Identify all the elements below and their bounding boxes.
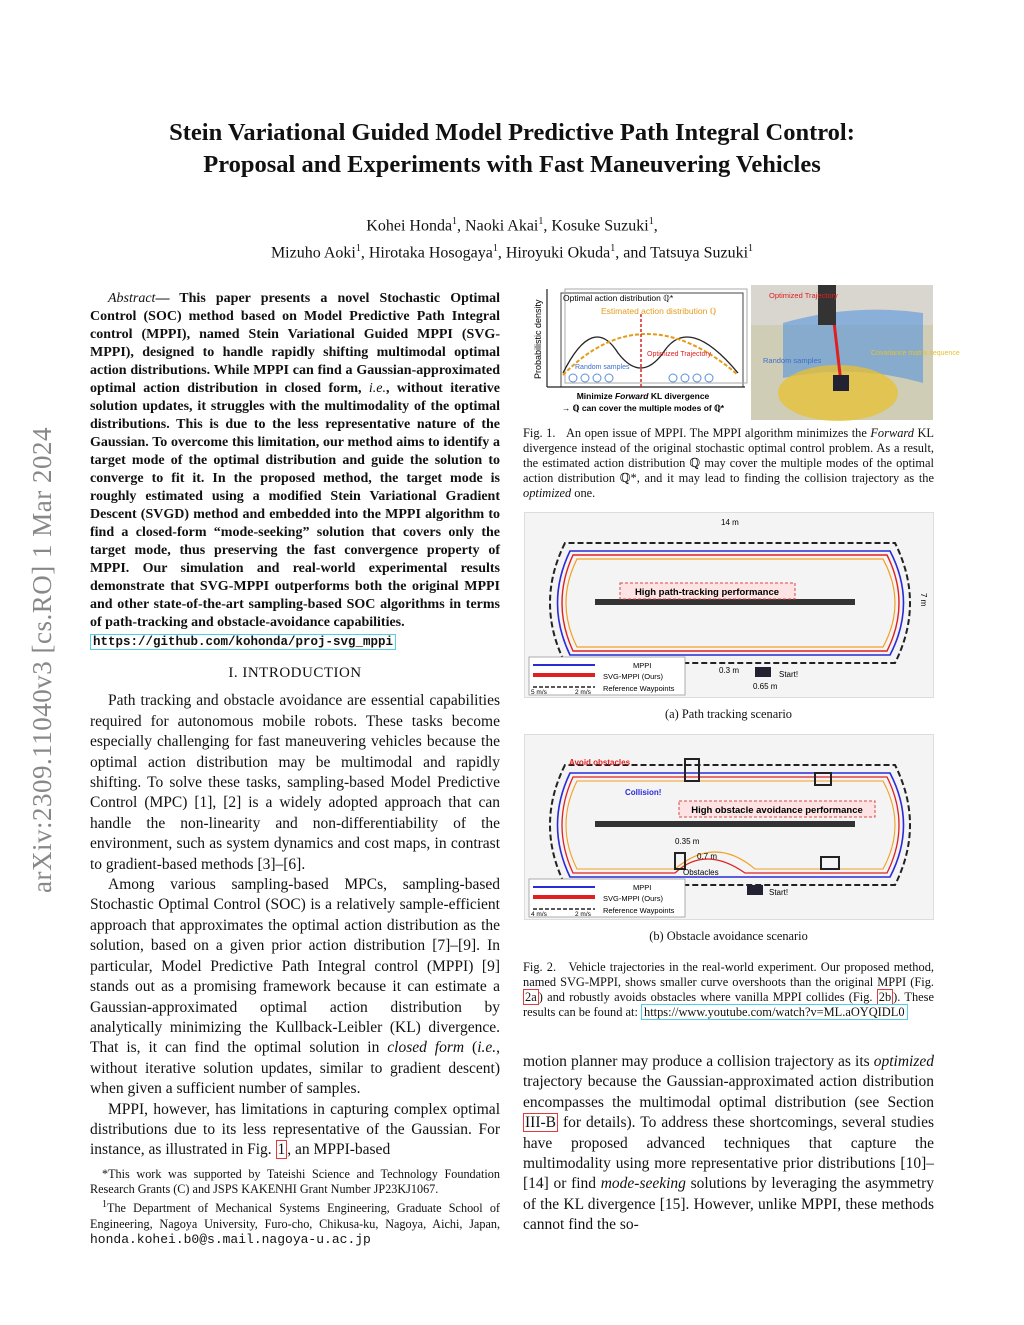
- fig2a-dim-14: 14 m: [721, 518, 739, 527]
- fig1-minimize-text: Minimize Forward KL divergence: [576, 391, 710, 401]
- left-column: [90, 290, 500, 1247]
- fig2a-scale-lo: 2 m/s: [575, 689, 591, 696]
- fig1-estimated-label: Estimated action distribution ℚ: [601, 306, 717, 316]
- author: Kosuke Suzuki: [551, 217, 649, 235]
- author-list: Kohei Honda$^1$, Naoki Akai$^1$, Kosuke Suzuki$^1$, Mizuho Aoki$^1$, Hirotaka Hosogaya$^1$, Hiroyuki Okuda$^1$, and Tatsuya Suzuki$^1$: [270, 216, 754, 262]
- fig2a-scale-hi: 5 m/s: [531, 689, 547, 696]
- fig2b-obstacles-label: Obstacles: [683, 868, 719, 877]
- fig2a-legend-ref: Reference Waypoints: [603, 684, 675, 693]
- github-link[interactable]: https://github.com/kohonda/proj-svg_mppi: [90, 634, 396, 650]
- fig2b-avoid: Avoid obstacles: [569, 758, 631, 767]
- fig2b-legend-ref: Reference Waypoints: [603, 906, 675, 915]
- right-column: [523, 1052, 934, 1236]
- figure-2b: [524, 734, 934, 920]
- intro-paragraph-3: MPPI, however, has limitations in capturing complex optimal distributions due to its less representative of the Gaussian. For instance, as illustrated in Fig. 1 , an MPPI-based: [90, 1100, 500, 1159]
- author: Naoki Akai: [465, 217, 539, 235]
- fig1-vehicle: [833, 375, 849, 391]
- fig2b-legend-svg: SVG-MPPI (Ours): [603, 894, 664, 903]
- intro-paragraph-1: Path tracking and obstacle avoidance are essential capabilities required for autonomous mobile robots. These tasks become especially challenging for fast maneuvering vehicles because the optimal action distribution may be multimodal and rapidly shifting. To solve these tasks, sampling-based Model Predictive Control (MPC) [1], [2] is a widely adopted approach that can handle the non-linearity and non-differentiability of the environment, such as system dynamics and cost maps, in contrast to gradient-based methods [3]–[6].: [90, 692, 500, 873]
- abstract: Abstract— This paper presents a novel Stochastic Optimal Control (SOC) method based on Model Predictive Path Integral control (MPPI), named Stein Variational Guided MPPI (SVG-MPPI), designed to handle rapidly shifting multimodal optimal action distributions. While MPPI can find a Gaussian-approximated optimal action distribution in closed form, i.e., without iterative solution updates, it struggles with the multimodality of the optimal distributions. This is due to the less representative nature of the Gaussian. To overcome this limitation, our method aims to identify a target mode of the optimal distribution and guide the solution to converge to fit it. In the proposed method, the target mode is roughly estimated using a modified Stein Variational Gradient Descent (SVGD) method and embedded into the MPPI algorithm to find a closed-form “mode-seeking” solution that covers only the target mode, thus preserving the fast convergence property of MPPI. Our simulation and real-world experimental results demonstrate that SVG-MPPI outperforms both the original MPPI and other state-of-the-art sampling-based SOC algorithms in terms of path-tracking and obstacle-avoidance capabilities. https://github.com/kohonda/proj-svg_mppi: [90, 291, 500, 649]
- section-ref-link[interactable]: III-B: [525, 1114, 556, 1132]
- fig1-graphic: [523, 283, 960, 423]
- fig2b-vehicle: [747, 885, 763, 895]
- fig1-photo-cov: Covariance matrix sequence: [871, 350, 960, 357]
- figure-1: [523, 283, 960, 423]
- fig2a-vehicle: [755, 667, 771, 677]
- fig2a-dim-03: 0.3 m: [719, 666, 740, 675]
- author: Hirotaka Hosogaya: [368, 244, 493, 262]
- footnote-funding: *This work was supported by Tateishi Science and Technology Foundation Research Grants (C) and JSPS KAKENHI Grant Number JP23KJ1067.: [90, 1166, 500, 1197]
- fig2a-dim-7: 7 m: [919, 593, 928, 607]
- fig2b-start: Start!: [769, 888, 789, 897]
- fig1-minimize-text-2: → ℚ can cover the multiple modes of ℚ*: [561, 403, 725, 413]
- arxiv-stamp-text: arXiv:2309.11040v3 [cs.RO] 1 Mar 2024: [27, 427, 57, 893]
- intro-paragraph-2: Among various sampling-based MPCs, sampling-based Stochastic Optimal Control (SOC) is a relatively sample-efficient approach that approximates the optimal action distribution as the solution, based on a given prior action distribution [7]–[9]. In particular, Model Predictive Path Integral control (MPPI) [9] stands out as a promising framework because it can estimate a Gaussian-approximated optimal action distribution by analytically minimizing the Kullback-Leibler (KL) divergence. That is, it can find the optimal solution in closed form (i.e., without iterative solution updates, similar to gradient descent) when given a sufficient number of samples.: [90, 876, 500, 1098]
- fig1-random-label: Random samples: [575, 364, 630, 371]
- author: Kohei Honda: [366, 217, 453, 235]
- fig2a-legend-mppi: MPPI: [633, 661, 652, 670]
- fig2a-subcaption: (a) Path tracking scenario: [665, 707, 792, 721]
- fig2b-ref-link[interactable]: 2b: [878, 990, 892, 1004]
- fig2a-center-obstacles: [595, 599, 855, 605]
- fig2a-graphic: [525, 513, 933, 697]
- author: Mizuho Aoki: [270, 244, 356, 262]
- section-heading-intro: I. INTRODUCTION: [228, 665, 362, 681]
- arxiv-side-stamp: [22, 360, 62, 960]
- fig2a-legend-svg: SVG-MPPI (Ours): [603, 672, 664, 681]
- youtube-link[interactable]: https://www.youtube.com/watch?v=ML.aOYQIDL0: [641, 1004, 908, 1020]
- fig1-ref-link[interactable]: 1: [277, 1141, 286, 1159]
- fig2b-subcaption: (b) Obstacle avoidance scenario: [649, 929, 808, 943]
- fig2a-start: Start!: [779, 670, 799, 679]
- fig1-caption: Fig. 1. An open issue of MPPI. The MPPI algorithm minimizes the Forward KL divergence instead of the original stochastic optimal control problem. As a result, the estimated action distribution ℚ may cover the multiple modes of the optimal action distribution ℚ*, and it may lead to finding the collision trajectory as the optimized one.: [523, 426, 934, 500]
- author: Tatsuya Suzuki: [650, 244, 749, 262]
- fig2b-collision: Collision!: [625, 788, 662, 797]
- right-paragraph: motion planner may produce a collision trajectory as its optimized trajectory because the Gaussian-approximated action distribution encompasses the multimodal optimal distribution (see Section III-B for details). To address these shortcomings, several studies have proposed advanced techniques that capture the multimodality using more representative prior distributions [10]–[14] or find mode-seeking solutions by leveraging the asymmetry of the KL divergence [15]. However, unlike MPPI, these methods cannot find the so-: [523, 1053, 934, 1234]
- fig2a-ref-link[interactable]: 2a: [525, 990, 537, 1004]
- fig2b-dim-035: 0.35 m: [675, 837, 700, 846]
- title-line-1: Stein Variational Guided Model Predictive Path Integral Control:: [169, 119, 855, 146]
- fig1-photo-random: Random samples: [763, 356, 822, 365]
- figure-2a: [524, 512, 934, 698]
- fig2a-banner: High path-tracking performance: [634, 587, 780, 598]
- fig2b-legend-mppi: MPPI: [633, 883, 652, 892]
- author-email: honda.kohei.b0@s.mail.nagoya-u.ac.jp: [90, 1232, 371, 1247]
- fig1-optimized-label: Optimized Trajectory: [647, 351, 712, 358]
- fig1-covariance-ellipse: [778, 365, 898, 421]
- footnotes: [90, 1167, 500, 1248]
- fig2-caption: Fig. 2. Vehicle trajectories in the real-world experiment. Our proposed method, named SVG-MPPI, shows smaller curve overshoots than the original MPPI (Fig. 2a ) and robustly avoids obstacles where vanilla MPPI collides (Fig. 2b ). These results can be found at: https://www.youtube.com/watch?v=ML.aOYQIDL0: [523, 960, 934, 1019]
- fig2b-banner: High obstacle avoidance performance: [691, 805, 863, 816]
- paper-title: [110, 117, 914, 181]
- footnote-affiliation: $^1$The Department of Mechanical Systems Engineering, Graduate School of Engineering, Nagoya University, Furo-cho, Chikusa-ku, Nagoya, Aichi, Japan, honda.kohei.b0@s.mail.nagoya-u.ac.jp: [90, 1199, 500, 1247]
- fig2b-scale-hi: 4 m/s: [531, 911, 547, 918]
- fig2b-center-obstacles: [595, 821, 855, 827]
- fig1-ylabel: Probabilistic density: [533, 299, 543, 379]
- fig1-optimal-label: Optimal action distribution ℚ*: [563, 293, 674, 303]
- fig2a-dim-065: 0.65 m: [753, 682, 778, 691]
- fig2b-graphic: [525, 735, 933, 919]
- author: Hiroyuki Okuda: [505, 244, 611, 262]
- fig2b-dim-07: 0.7 m: [697, 852, 718, 861]
- title-line-2: Proposal and Experiments with Fast Maneuvering Vehicles: [203, 151, 821, 178]
- fig1-photo-optimized: Optimized Trajectory: [769, 291, 838, 300]
- fig2b-scale-lo: 2 m/s: [575, 911, 591, 918]
- abstract-label: Abstract: [108, 291, 156, 306]
